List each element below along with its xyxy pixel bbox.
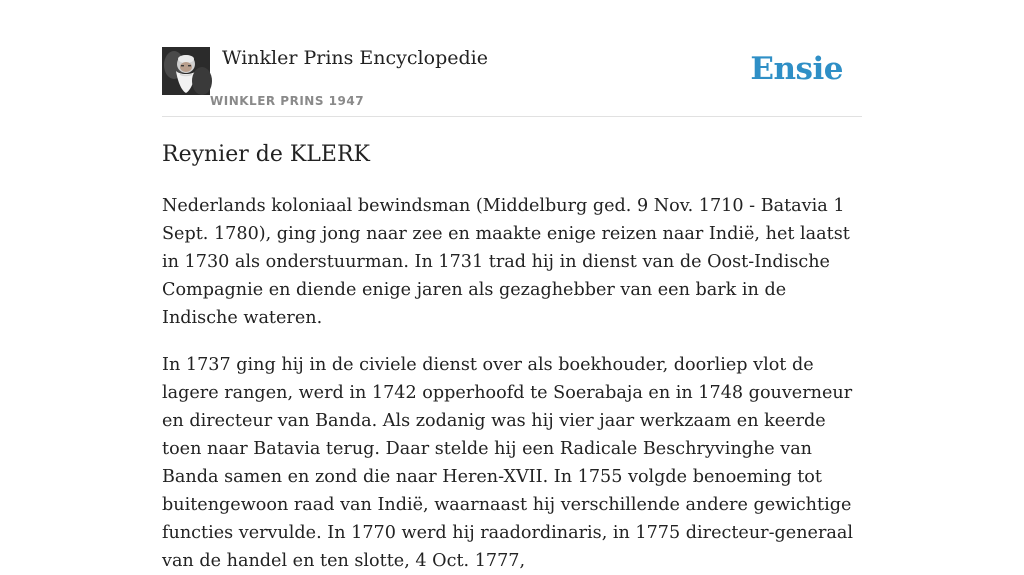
site-header	[162, 0, 862, 117]
ensie-logo[interactable]: Ensie	[750, 51, 843, 87]
site-title-link[interactable]: Winkler Prins Encyclopedie	[222, 47, 488, 69]
article-title: Reynier de KLERK	[162, 142, 370, 167]
source-label: WINKLER PRINS 1947	[210, 94, 365, 108]
article	[162, 138, 862, 575]
article-paragraph: In 1737 ging hij in de civiele dienst over als boekhouder, doorliep vlot de lagere rangen, werd in 1742 opperhoofd te Soerabaja en in 1748 gouverneur en directeur van Banda. Als zodanig was hij vier jaar werkzaam en keerde toen naar Batavia terug. Daar stelde hij een Radicale Beschryvinghe van Banda samen en zond die naar Heren-XVII. In 1755 volgde benoeming tot buitengewoon raad van Indië, waarnaast hij verschillende andere gewichtige functies vervulde. In 1770 werd hij raadordinaris, in 1775 directeur-generaal van de handel en ten slotte, 4 Oct. 1777,	[162, 355, 853, 571]
avatar[interactable]	[162, 47, 210, 95]
bearded-man-portrait-icon	[162, 47, 210, 95]
article-paragraph: Nederlands koloniaal bewindsman (Middelburg ged. 9 Nov. 1710 - Batavia 1 Sept. 1780), ging jong naar zee en maakte enige reizen naar Indië, het laatst in 1730 als onderstuurman. In 1731 trad hij in dienst van de Oost-Indische Compagnie en diende enige jaren als gezaghebber van een bark in de Indische wateren.	[162, 196, 850, 328]
